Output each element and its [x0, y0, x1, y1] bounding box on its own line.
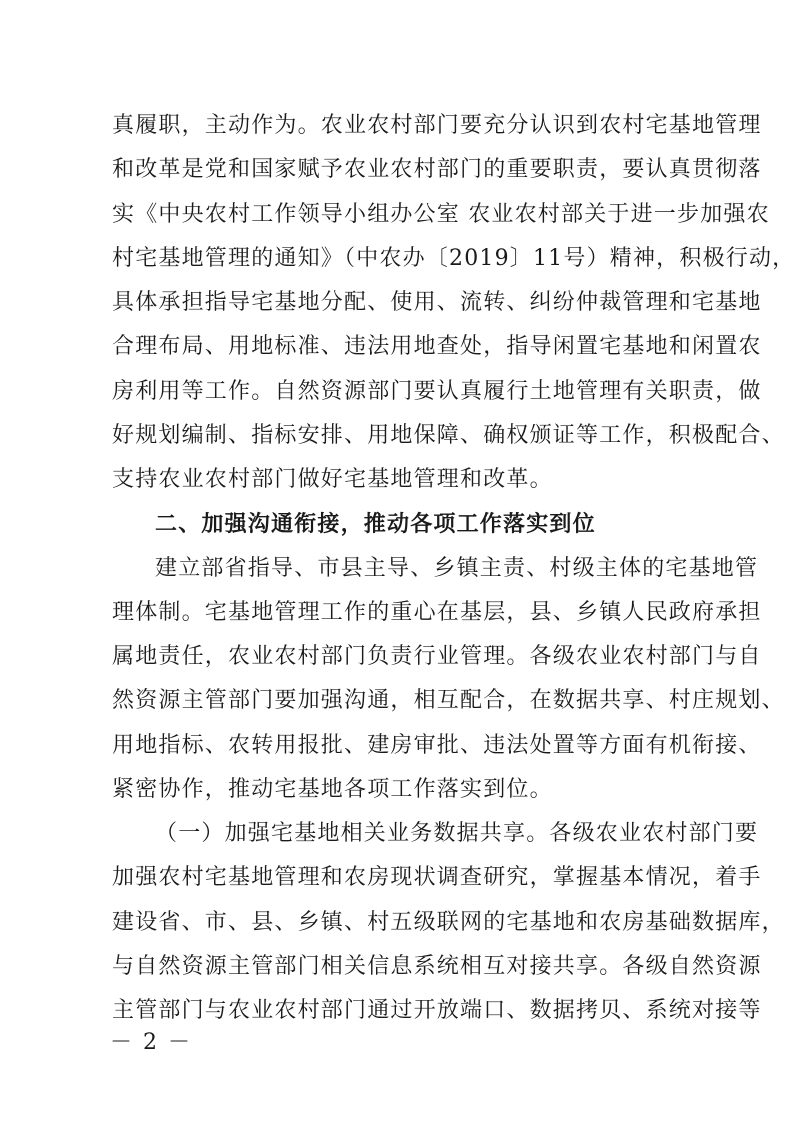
body-text-line: 建立部省指导、市县主导、乡镇主责、村级主体的宅基地管 — [155, 556, 759, 581]
body-text-line: 然资源主管部门要加强沟通，相互配合，在数据共享、村庄规划、 — [112, 688, 785, 713]
page-number: － 2 － — [110, 1030, 192, 1055]
section-heading: 二、加强沟通衔接，推动各项工作落实到位 — [155, 511, 596, 537]
body-text-line: 具体承担指导宅基地分配、使用、流转、纠纷仲裁管理和宅基地 — [112, 290, 762, 315]
body-text-line: 理体制。宅基地管理工作的重心在基层，县、乡镇人民政府承担 — [112, 600, 762, 625]
body-text-line: 和改革是党和国家赋予农业农村部门的重要职责，要认真贯彻落 — [112, 157, 762, 182]
body-text-line: 房利用等工作。自然资源部门要认真履行土地管理有关职责，做 — [112, 379, 762, 404]
body-text-line: 支持农业农村部门做好宅基地管理和改革。 — [112, 467, 553, 492]
body-text-line: 实《中央农村工作领导小组办公室 农业农村部关于进一步加强农 — [112, 202, 770, 227]
body-text-line: 合理布局、用地标准、违法用地查处，指导闲置宅基地和闲置农 — [112, 334, 762, 359]
body-text-line: 村宅基地管理的通知》（中农办〔2019〕11号）精神，积极行动， — [112, 246, 796, 271]
body-text-line: 建设省、市、县、乡镇、村五级联网的宅基地和农房基础数据库， — [112, 910, 785, 935]
body-text-line: 主管部门与农业农村部门通过开放端口、数据拷贝、系统对接等 — [112, 998, 762, 1023]
body-text-line: 紧密协作，推动宅基地各项工作落实到位。 — [112, 777, 553, 802]
body-text-line: 用地指标、农转用报批、建房审批、违法处置等方面有机衔接、 — [112, 733, 762, 758]
body-text-line: 与自然资源主管部门相关信息系统相互对接共享。各级自然资源 — [112, 954, 762, 979]
body-text-line: 好规划编制、指标安排、用地保障、确权颁证等工作，积极配合、 — [112, 423, 785, 448]
subsection-paragraph-start: （一）加强宅基地相关业务数据共享。各级农业农村部门要 — [155, 821, 759, 846]
body-text-line: 真履职，主动作为。农业农村部门要充分认识到农村宅基地管理 — [112, 113, 762, 138]
body-text-line: 加强农村宅基地管理和农房现状调查研究，掌握基本情况，着手 — [112, 865, 762, 890]
body-text-line: 属地责任，农业农村部门负责行业管理。各级农业农村部门与自 — [112, 644, 762, 669]
